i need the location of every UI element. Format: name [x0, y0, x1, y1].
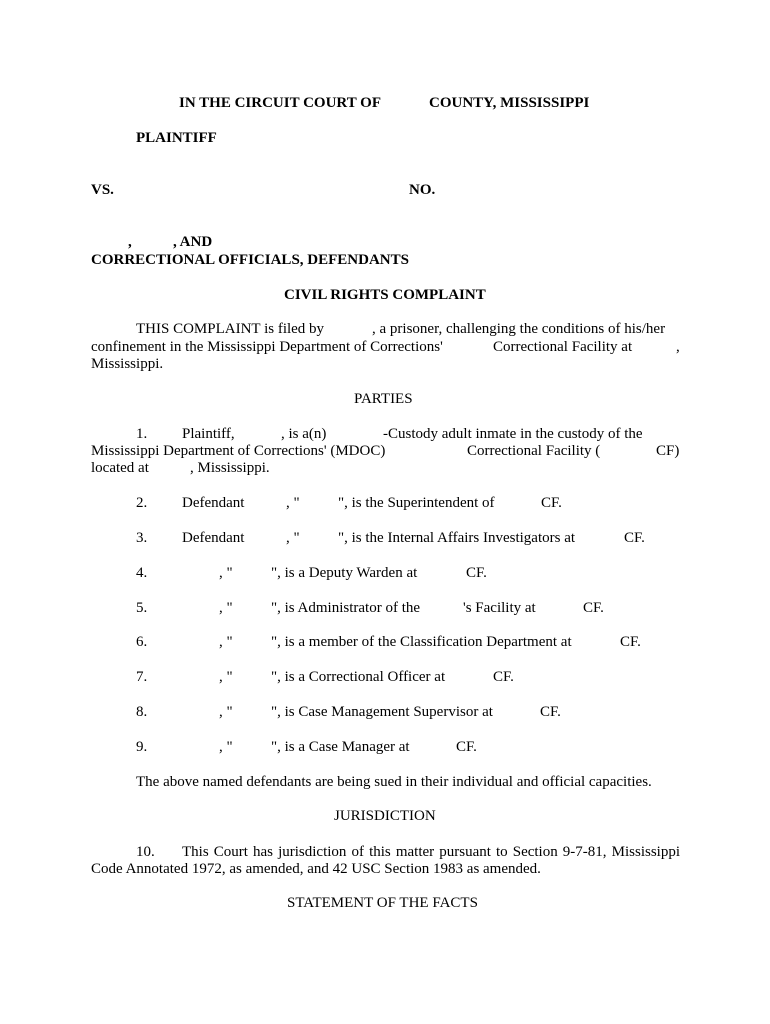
court-heading-right: COUNTY, MISSISSIPPI — [429, 95, 590, 111]
party-9-d: CF. — [456, 739, 477, 755]
party-4-b: , " — [219, 565, 233, 581]
party-2-b: , " — [286, 495, 300, 511]
party-7-number: 7. — [136, 669, 148, 685]
jurisdiction-number: 10. — [136, 844, 155, 860]
party-1-l2-c: CF) — [656, 443, 680, 459]
parties-closing: The above named defendants are being sued in their individual and official capacities. — [136, 774, 652, 790]
party-7-d: CF. — [493, 669, 514, 685]
party-2-a: Defendant — [182, 495, 245, 511]
intro-line1-a: THIS COMPLAINT is filed by — [136, 321, 325, 337]
defendants-line: CORRECTIONAL OFFICIALS, DEFENDANTS — [91, 252, 409, 268]
jurisdiction-line2: Code Annotated 1972, as amended, and 42 USC Section 1983 as amended. — [91, 861, 541, 877]
plaintiff-label: PLAINTIFF — [136, 130, 217, 146]
intro-line2-b: Correctional Facility at — [493, 339, 633, 355]
party-6-c: ", is a member of the Classification Department at — [271, 634, 572, 650]
party-1-l3-b: , Mississippi. — [190, 460, 270, 476]
jurisdiction-heading: JURISDICTION — [334, 808, 436, 824]
document-title: CIVIL RIGHTS COMPLAINT — [284, 287, 486, 303]
party-5-d: CF. — [583, 600, 604, 616]
party-6-number: 6. — [136, 634, 148, 650]
party-1-l1-b: , is a(n) — [281, 426, 327, 442]
party-9-c: ", is a Case Manager at — [271, 739, 410, 755]
party-6-b: , " — [219, 634, 233, 650]
party-2-number: 2. — [136, 495, 148, 511]
party-1-l2-b: Correctional Facility ( — [467, 443, 601, 459]
party-5-number: 5. — [136, 600, 148, 616]
party-8-b: , " — [219, 704, 233, 720]
vs-label: VS. — [91, 182, 114, 198]
facts-heading: STATEMENT OF THE FACTS — [287, 895, 478, 911]
party-4-c: ", is a Deputy Warden at — [271, 565, 418, 581]
intro-line2-c: , — [676, 339, 680, 355]
party-8-d: CF. — [540, 704, 561, 720]
party-4-number: 4. — [136, 565, 148, 581]
party-1-l1-c: -Custody adult inmate in the custody of the — [383, 426, 643, 442]
party-5-b: , " — [219, 600, 233, 616]
party-6-d: CF. — [620, 634, 641, 650]
defendant-and: , AND — [173, 234, 213, 250]
party-1-l2-a: Mississippi Department of Corrections' (MDOC) — [91, 443, 386, 459]
party-3-number: 3. — [136, 530, 148, 546]
party-8-number: 8. — [136, 704, 148, 720]
party-4-d: CF. — [466, 565, 487, 581]
party-3-c: ", is the Internal Affairs Investigators at — [338, 530, 576, 546]
party-5-c: ", is Administrator of the — [271, 600, 421, 616]
party-3-a: Defendant — [182, 530, 245, 546]
party-3-d: CF. — [624, 530, 645, 546]
party-3-b: , " — [286, 530, 300, 546]
defendant-comma: , — [128, 234, 132, 250]
party-1-l1-a: Plaintiff, — [182, 426, 235, 442]
intro-line1-b: , a prisoner, challenging the conditions of his/her — [372, 321, 666, 337]
case-number-label: NO. — [409, 182, 436, 198]
party-1-number: 1. — [136, 426, 148, 442]
court-heading-left: IN THE CIRCUIT COURT OF — [179, 95, 382, 111]
parties-heading: PARTIES — [354, 391, 413, 407]
party-2-d: CF. — [541, 495, 562, 511]
party-5-e: 's Facility at — [463, 600, 536, 616]
party-8-c: ", is Case Management Supervisor at — [271, 704, 493, 720]
intro-line2-a: confinement in the Mississippi Department of Corrections' — [91, 339, 443, 355]
party-2-c: ", is the Superintendent of — [338, 495, 495, 511]
party-9-b: , " — [219, 739, 233, 755]
intro-line3: Mississippi. — [91, 356, 164, 372]
party-7-b: , " — [219, 669, 233, 685]
party-1-l3-a: located at — [91, 460, 149, 476]
party-7-c: ", is a Correctional Officer at — [271, 669, 446, 685]
party-9-number: 9. — [136, 739, 148, 755]
jurisdiction-line1: This Court has jurisdiction of this matter pursuant to Section 9-7-81, Mississippi — [182, 844, 680, 860]
